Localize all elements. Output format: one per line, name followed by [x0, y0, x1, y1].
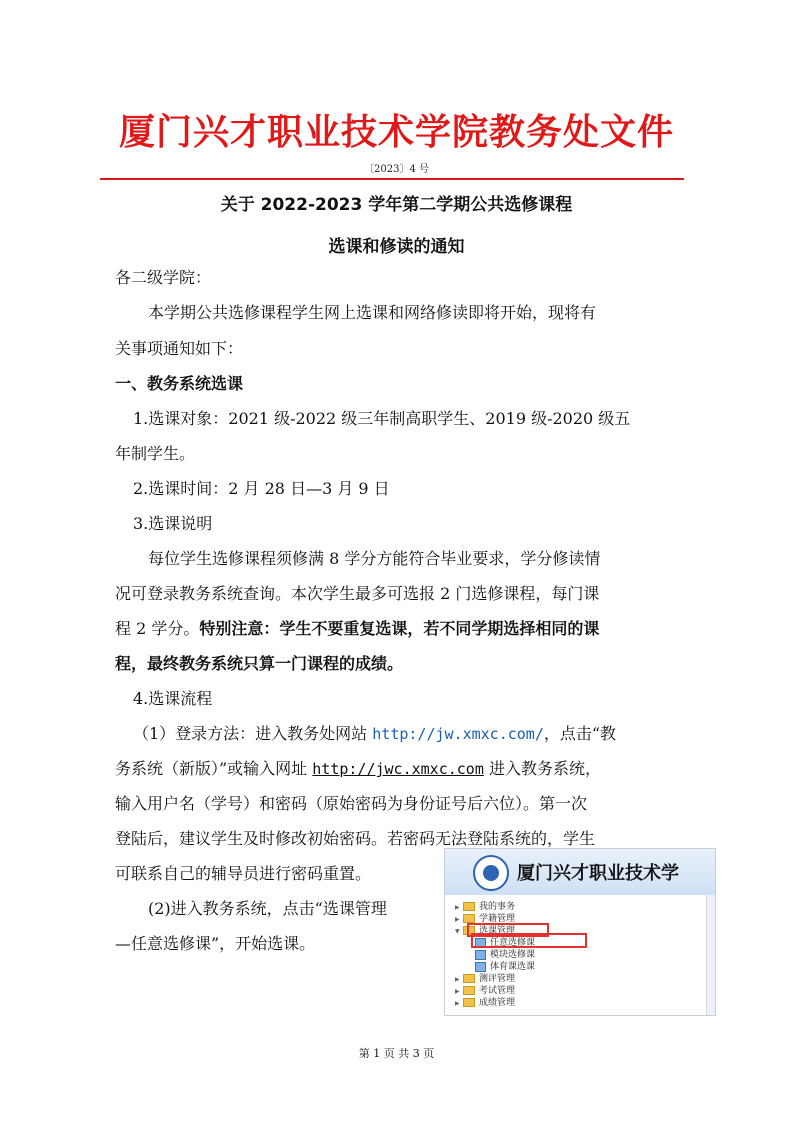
section1-heading: 一、教务系统选课 [115, 374, 244, 393]
special-note: 特别注意：学生不要重复选课，若不同学期选择相同的课 [199, 619, 600, 638]
menu-item-elective[interactable]: 任意选修课 [455, 937, 705, 949]
highlight-box-elective [471, 933, 587, 948]
expand-icon: ▶ [455, 1000, 460, 1007]
desc-line3-normal: 程 2 学分。 [115, 619, 200, 638]
menu-item-pe[interactable]: 体育课选课 [455, 961, 705, 973]
step1-line1 [133, 724, 616, 744]
expand-icon: ▶ [455, 916, 460, 923]
desc-line2: 况可登录教务系统查询。本次学生最多可选报 2 门选修课程，每门课 [115, 584, 600, 603]
folder-icon [463, 902, 475, 911]
step2-line1: (2)进入教务系统，点击“选课管理 [148, 899, 387, 918]
menu-item-grades[interactable]: ▶ 成绩管理 [455, 998, 516, 1008]
intro-line2: 关事项通知如下： [115, 339, 244, 358]
page-icon [475, 950, 486, 960]
step2-line2: —任意选修课”，开始选课。 [115, 934, 316, 953]
jw-website-link[interactable]: http://jw.xmxc.com/ [372, 725, 544, 743]
folder-icon [463, 914, 475, 923]
step1-line3: 输入用户名（学号）和密码（原始密码为身份证号后六位）。第一次 [115, 794, 588, 813]
intro-line1: 本学期公共选修课程学生网上选课和网络修读即将开始，现将有 [148, 303, 597, 322]
item1-line2: 年制学生。 [115, 444, 196, 463]
document-number: 〔2023〕4 号 [364, 164, 429, 175]
expand-icon: ▶ [455, 904, 460, 911]
item1-line1: 1.选课对象：2021 级-2022 级三年制高职学生、2019 级-2020 级五 [133, 409, 631, 428]
screenshot-header [445, 849, 715, 895]
folder-icon [463, 998, 475, 1007]
jwc-system-link[interactable]: http://jwc.xmxc.com [312, 760, 484, 778]
expand-icon: ▶ [455, 988, 460, 995]
screenshot-brand: 厦门兴才职业技术学 [517, 863, 679, 884]
collapse-icon: ▼ [455, 928, 460, 935]
menu-item-module[interactable]: 模块选修课 [455, 949, 705, 961]
page-footer: 第 1 页 共 3 页 [358, 1047, 435, 1060]
desc-line1: 每位学生选修课程须修满 8 学分方能符合毕业要求，学分修读情 [148, 549, 601, 568]
red-divider [100, 178, 684, 180]
menu-item-status[interactable]: ▶ 学籍管理 [455, 914, 516, 924]
college-logo-icon [473, 855, 509, 891]
screenshot-scrollbar [706, 895, 715, 1015]
menu-item-evaluation[interactable]: ▶ 测评管理 [455, 974, 516, 984]
salutation: 各二级学院： [115, 268, 212, 287]
step1-line5: 可联系自己的辅导员进行密码重置。 [115, 864, 372, 883]
step1-text: （1）登录方法：进入教务处网站 [133, 724, 373, 743]
menu-tree [455, 901, 705, 1009]
desc-line4: 程，最终教务系统只算一门课程的成绩。 [115, 654, 404, 673]
step1-line4: 登陆后，建议学生及时修改初始密码。若密码无法登陆系统的，学生 [115, 829, 596, 848]
expand-icon: ▶ [455, 976, 460, 983]
menu-item-my-affairs[interactable]: ▶ 我的事务 [455, 902, 516, 912]
system-menu-screenshot [444, 848, 716, 1016]
step1-line2-text: 务系统（新版）”或输入网址 [115, 759, 313, 778]
folder-icon [463, 986, 475, 995]
step1-text-end: ，点击“教 [543, 724, 617, 743]
step1-line2-end: 进入教务系统， [483, 759, 601, 778]
menu-item-exam[interactable]: ▶ 考试管理 [455, 986, 516, 996]
item3-heading: 3.选课说明 [133, 514, 213, 533]
folder-icon [463, 974, 475, 983]
item2-time: 2.选课时间：2 月 28 日—3 月 9 日 [133, 479, 390, 498]
desc-line3 [115, 619, 599, 639]
page-icon [475, 962, 486, 972]
notice-title-line1: 关于 2022-2023 学年第二学期公共选修课程 [220, 195, 573, 215]
notice-title-line2: 选课和修读的通知 [328, 237, 465, 257]
item4-heading: 4.选课流程 [133, 689, 213, 708]
menu-item-course-selection[interactable]: ▼ 选课管理 [455, 926, 516, 936]
step1-line2 [115, 759, 601, 779]
masthead-title: 厦门兴才职业技术学院教务处文件 [118, 111, 674, 153]
